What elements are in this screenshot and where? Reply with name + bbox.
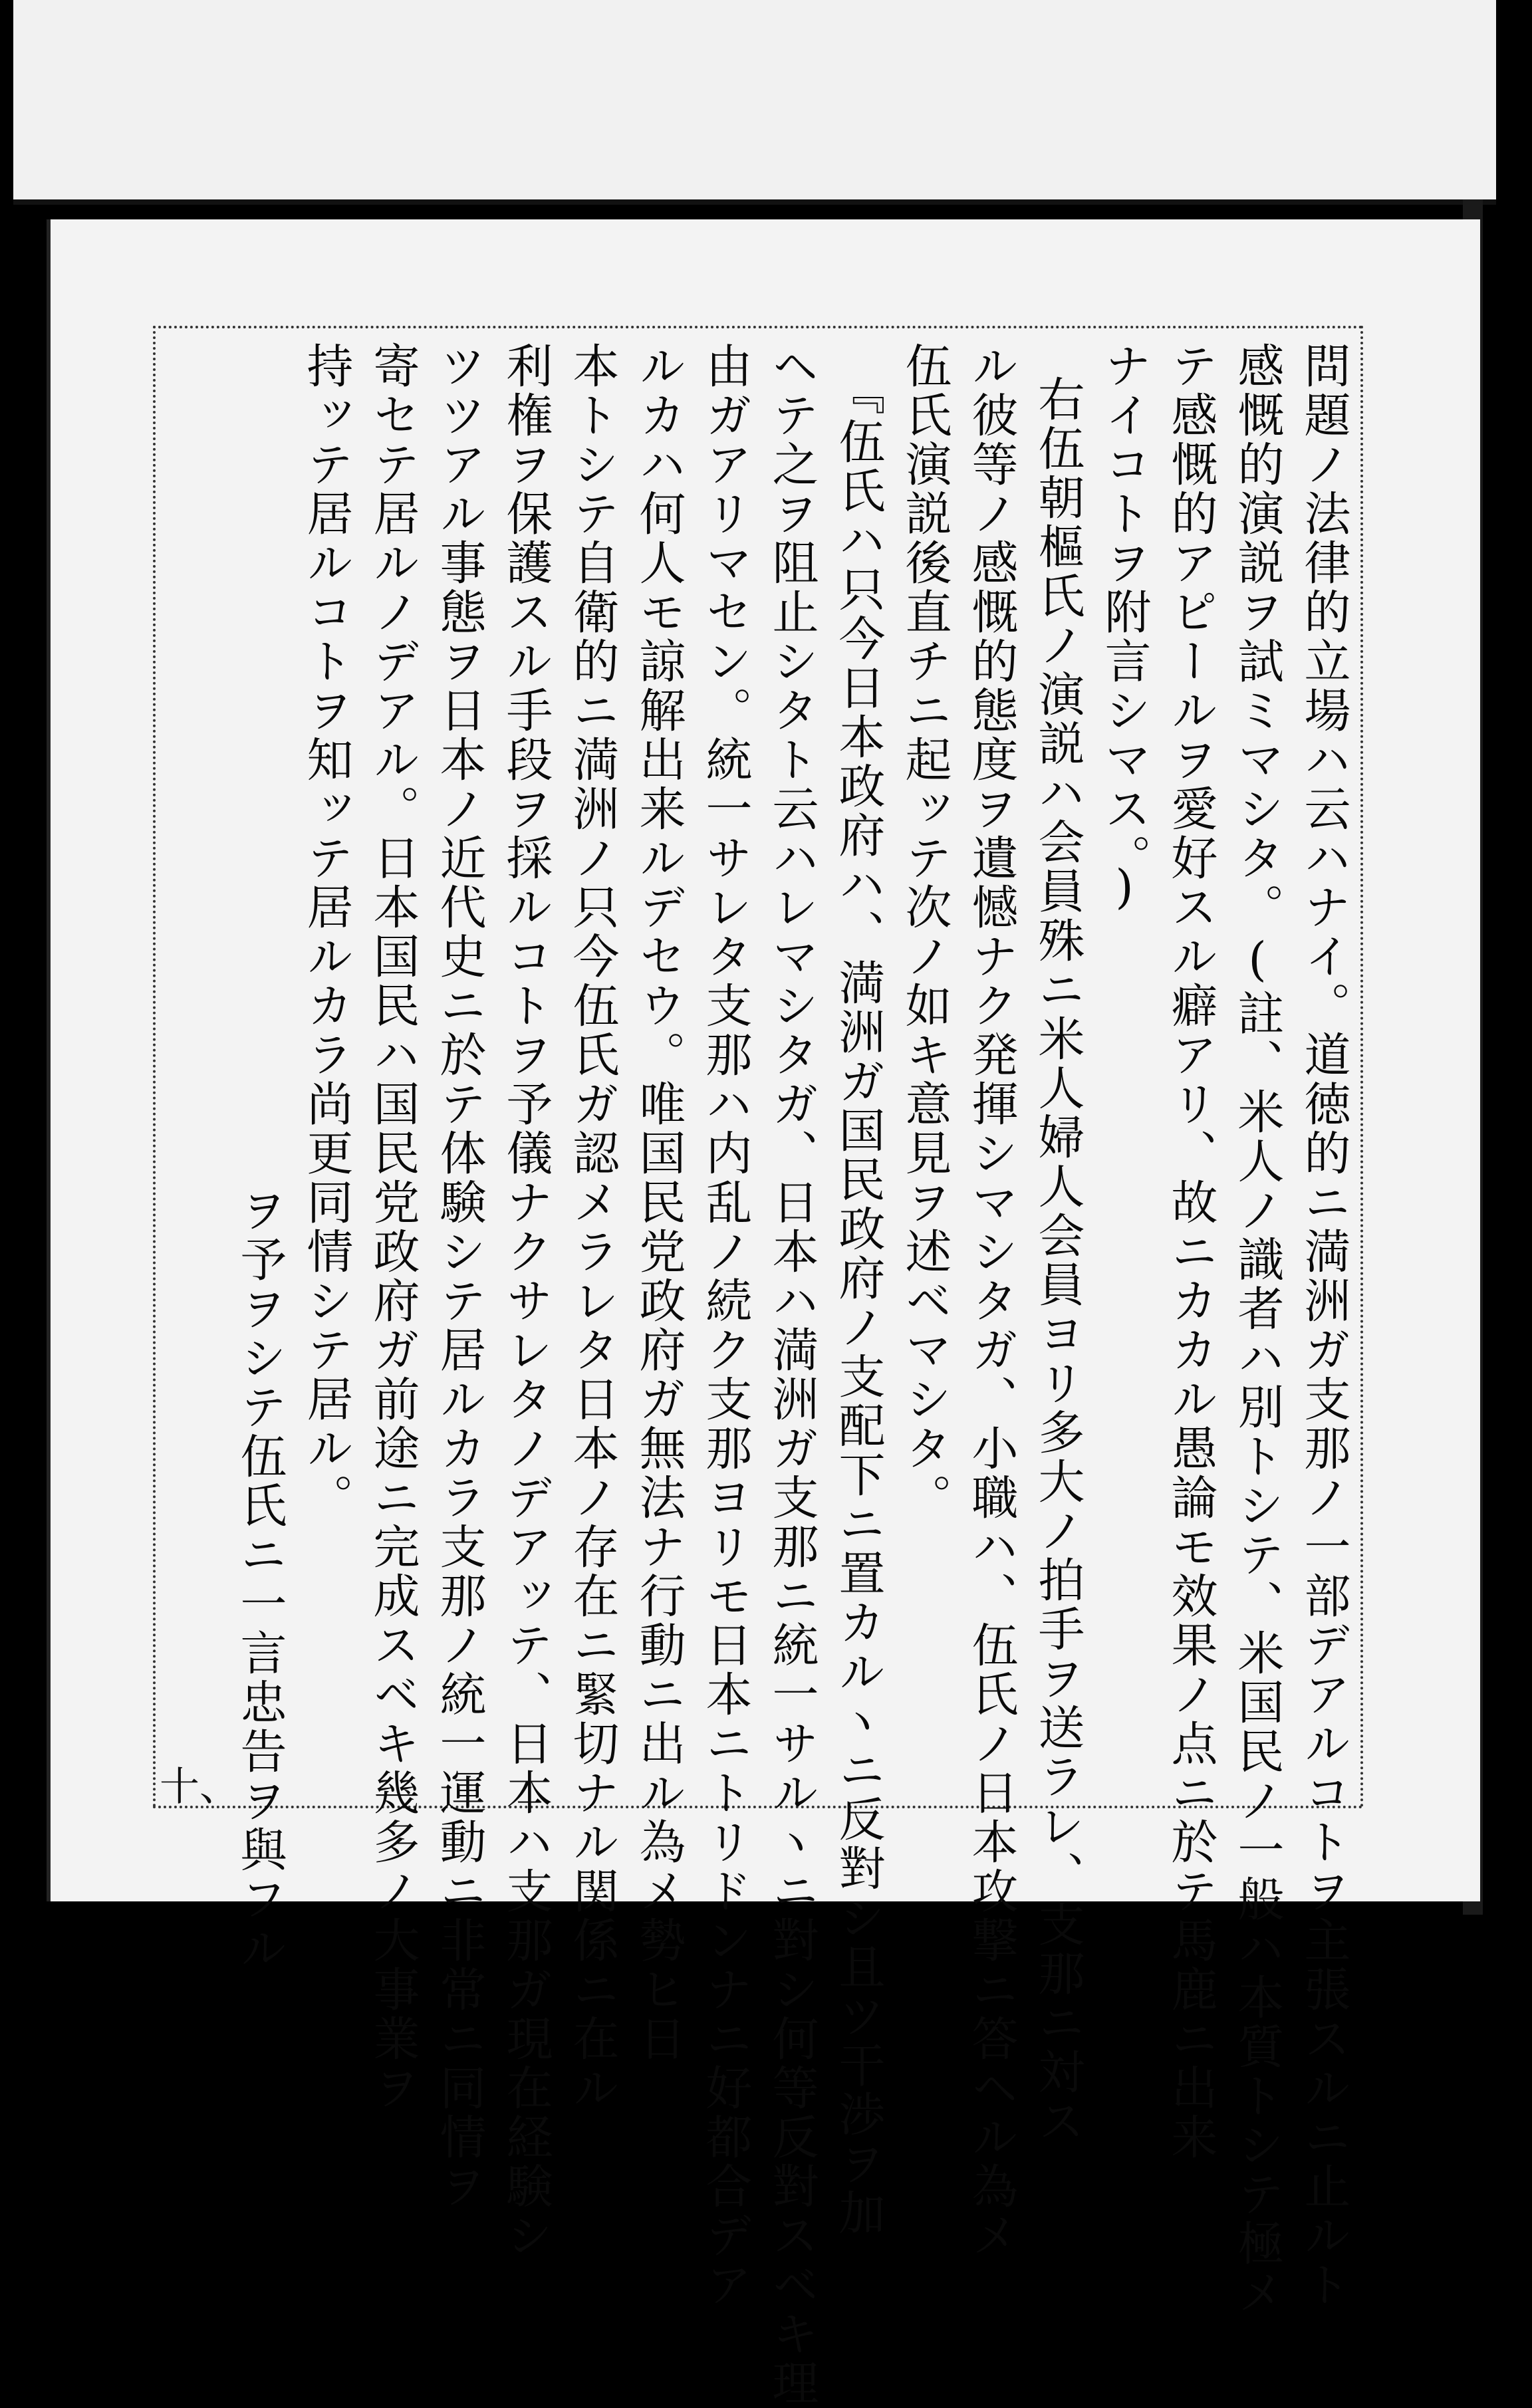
text-column-3: テ感慨的アピールヲ愛好スル癖アリ、故ニカカル愚論モ效果ノ点ニ於テ馬鹿ニ出来: [1164, 342, 1218, 2162]
text-column-13: 利権ヲ保護スル手段ヲ採ルコトヲ予儀ナクサレタノデアッテ、日本ハ支那ガ現在経験シ: [499, 342, 553, 2260]
text-column-1: 問題ノ法律的立場ハ云ハナイ。道徳的ニ満洲ガ支那ノ一部デアルコトヲ主張スルニ止ルト: [1297, 342, 1351, 2310]
text-column-2: 感慨的演説ヲ試ミマシタ。(註、米人ノ識者ハ別トシテ、米国民ノ一般ハ本質トシテ極メ: [1230, 342, 1285, 2318]
text-column-5: 右伍朝樞氏ノ演説ハ会員殊ニ米人婦人会員ヨリ多大ノ拍手ヲ送ラレ、支那ニ対ス: [1031, 375, 1085, 2146]
text-column-15: 寄セテ居ルノデアル。日本国民ハ国民党政府ガ前途ニ完成スベキ幾多ノ大事業ヲ: [366, 342, 420, 2113]
text-column-14: ツツアル事態ヲ日本ノ近代史ニ於テ体験シテ居ルカラ支那ノ統一運動ニ非常ニ同情ヲ: [432, 342, 487, 2211]
text-column-12: 本トシテ自衛的ニ満洲ノ只今伍氏ガ認メラレタ日本ノ存在ニ緊切ナル関係ニ在ル: [565, 342, 620, 2113]
text-column-16: 持ッテ居ルコトヲ知ッテ居ルカラ尚更同情シテ居ル。: [299, 342, 354, 1522]
text-column-4: ナイコトヲ附言シマス。): [1097, 342, 1152, 917]
text-column-7: 伍氏演説後直チニ起ッテ次ノ如キ意見ヲ述ベマシタ。: [898, 342, 952, 1522]
page-number: 十、: [160, 1764, 239, 1810]
text-column-10: 由ガアリマセン。統一サレタ支那ハ内乱ノ続ク支那ヨリモ日本ニトリドンナニ好都合デア: [698, 342, 753, 2310]
text-column-11: ルカハ何人モ諒解出来ルデセウ。唯国民党政府ガ無法ナ行動ニ出ル為メ勢ヒ日: [632, 342, 686, 2064]
text-column-8: 『伍氏ハ只今日本政府ハ、満洲ガ国民政府ノ支配下ニ置カルヽニ反對シ且ツ干渉ヲ加: [831, 368, 886, 2238]
text-column-9: ヘテ之ヲ阻止シタト云ハレマシタガ、日本ハ満洲ガ支那ニ統一サルヽニ對シ何等反對スベキ理: [765, 342, 819, 2408]
text-column-17: ヲ予ヲシテ伍氏ニ一言忠告ヲ與フル: [233, 1186, 287, 1973]
text-column-6: ル彼等ノ感慨的態度ヲ遺憾ナク発揮シマシタガ、小職ハ、伍氏ノ日本攻撃ニ答ヘル為メ: [964, 342, 1019, 2260]
writing-frame: [153, 326, 1363, 2408]
back-sheet: [13, 0, 1496, 205]
